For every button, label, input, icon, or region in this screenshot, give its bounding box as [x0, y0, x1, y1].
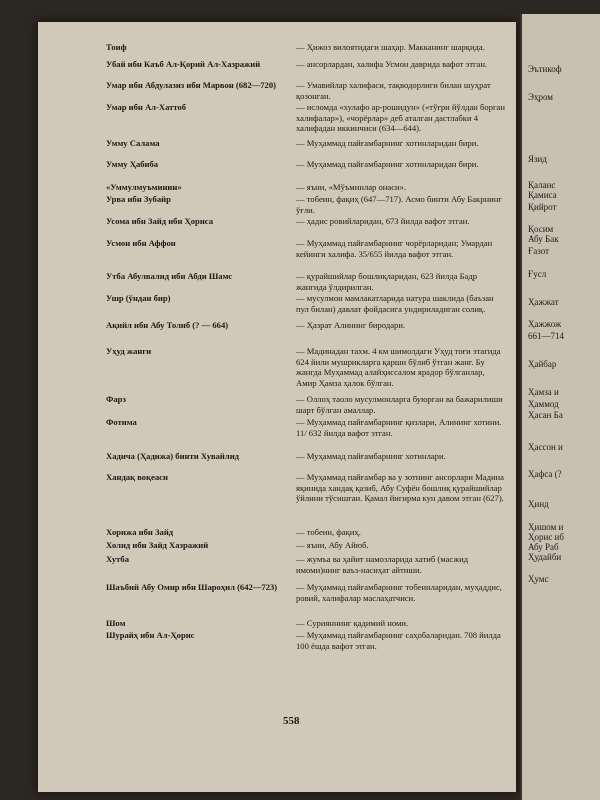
entry-definition: — Муҳаммад пайғамбарнинг қизлари, Алининг хотини. 11/ 632 йилда вафот этган.	[296, 417, 502, 438]
entry-definition: — Муҳаммад пайғамбарнинг хотинлари.	[296, 451, 446, 461]
entry-definition: — Ҳижоз вилоятидаги шаҳар. Макканинг шарқида.	[296, 42, 485, 52]
entry-definition: — мусулмон мамлакатларида натура шаклида (баъзан пул билан) давлат фойдасига ундириладиган солиқ.	[296, 293, 494, 314]
facing-page-term: Ҳорис иб	[528, 532, 564, 542]
facing-page-term: Эътикоф	[528, 64, 562, 74]
facing-page-term: Қамиса	[528, 190, 557, 200]
facing-page-term: Ҳинд	[528, 499, 549, 509]
entry-term: Хорижа ибн Зайд	[106, 527, 174, 537]
entry-term: Умму Ҳабиба	[106, 159, 159, 169]
entry-definition: — Муҳаммад пайғамбарнинг чорёрларидан; Умардан кейинги халифа. 35/655 йилда вафот этган.	[296, 238, 493, 259]
facing-page-term: Қосим	[528, 224, 554, 234]
book-page	[38, 22, 516, 792]
entry-definition: — Муҳаммад пайғамбарнинг тобеинларидан, муҳаддис, ровий, халифалар маслаҳатчиси.	[296, 582, 502, 603]
entry-term: Шаъбий Абу Омир ибн Шароҳил (642—723)	[106, 582, 278, 592]
entry-term: Убай ибн Каъб Ал-Қорий Ал-Хазражий	[106, 59, 261, 69]
entry-definition: — ансорлардан, халифа Усмон даврида вафот этган.	[296, 59, 488, 69]
facing-page-term: Ҳумс	[528, 574, 549, 584]
entry-definition: — Муҳаммад пайғамбарнинг саҳобаларидан. 708 йилда 100 ёшда вафот этган.	[296, 630, 501, 651]
entry-term: Умар ибн Абдулазиз ибн Марвон (682—720)	[106, 80, 276, 90]
entry-definition: — Муҳаммад пайғамбарнинг хотинларидан бири.	[296, 138, 479, 148]
entry-term: Урва ибн Зубайр	[106, 194, 171, 204]
facing-page-term: Эҳром	[528, 92, 553, 102]
facing-page-term: Ғазот	[528, 246, 550, 256]
entry-term: Шурайҳ ибн Ал-Ҳорис	[106, 630, 195, 640]
facing-page-term: Қаланс	[528, 180, 556, 190]
entry-definition: — Сурияннинг қадимий номи.	[296, 618, 409, 628]
facing-page-term: Қийрот	[528, 202, 557, 212]
entry-definition: — тобеин, фақиҳ (647—717). Асмо бинти Абу Бакрнинг ўғли.	[296, 194, 502, 215]
facing-page-term: Ҳажжож	[528, 319, 562, 329]
entry-definition: — Муҳаммад пайғамбар ва у зотнинг ансорлари Мадина яқинида хандақ қазиб, Абу Суфён бошлиқ қурайшийлар ўйлини тўсишган. Қамал йигирма кун давом этган (627).	[296, 472, 504, 503]
entry-definition: — Умавийлар халифаси, тақводорлиги билан шуҳрат қозонган.	[296, 80, 491, 101]
entry-definition: — яъни, «Мўъминлар онаси».	[296, 182, 407, 192]
facing-page-term: Ғусл	[528, 269, 547, 279]
entry-definition: — Ҳазрат Алининг биродари.	[296, 320, 406, 330]
facing-page-term: Ҳафса (?	[528, 469, 562, 479]
entry-term: Фотима	[106, 417, 137, 427]
facing-page-term: Ҳудайби	[528, 552, 562, 562]
facing-page-term: 661—714	[528, 331, 564, 341]
facing-page-term: Язид	[528, 154, 547, 164]
entry-term: «Уммулмуъминин»	[106, 182, 182, 192]
entry-term: Усома ибн Зайд ибн Ҳориса	[106, 216, 213, 226]
entry-term: Хандақ воқеаси	[106, 472, 168, 482]
entry-definition: — жумъа ва ҳайит намозларида хатиб (масжид имоми)нинг ваъз-насиҳат айтиши.	[296, 554, 469, 575]
entry-term: Ақийл ибн Абу Толиб (? — 664)	[106, 320, 229, 330]
entry-definition: — Оллоҳ таоло мусулмонларга буюрган ва бажарилиши шарт бўлган амаллар.	[296, 394, 503, 415]
entry-term: Усмон ибн Аффон	[106, 238, 176, 248]
entry-definition: — Мадинадан тахм. 4 км шимолдаги Уҳуд тоғи этагида 624 йили мушрикларга қарши бўлиб ўтган жанг. Бу жангда Муҳаммад алайҳиссалом ярадор бўлганлар, Амир Ҳамза ҳалок бўлган.	[296, 346, 501, 388]
entry-definition: — Муҳаммад пайғамбарнинг хотинларидан бири.	[296, 159, 479, 169]
entry-definition: — тобеин, фақиҳ.	[296, 527, 361, 537]
entry-definition: — исломда «хулафо ар-рошидун» («тўғри йўлдан борган халифалар»), «чорёрлар» деб аталган дастлабки 4 халифадан иккинчиси (634—644).	[296, 102, 505, 133]
entry-term: Холид ибн Зайд Хазражий	[106, 540, 209, 550]
entry-term: Ушр (ўндан бир)	[106, 293, 171, 303]
facing-page-term: Ҳаммод	[528, 399, 559, 409]
entry-term: Хутба	[106, 554, 129, 564]
page-number: 558	[283, 715, 300, 727]
facing-page	[520, 14, 600, 800]
entry-term: Тоиф	[106, 42, 127, 52]
entry-term: Утба Абулвалид ибн Абди Шамс	[106, 271, 233, 281]
entry-definition: — ҳадис ровийларидан, 673 йилда вафот этган.	[296, 216, 470, 226]
facing-page-term: Абу Раб	[528, 542, 559, 552]
facing-page-term: Ҳассон и	[528, 442, 563, 452]
facing-page-term: Ҳишом и	[528, 522, 564, 532]
entry-definition: — яъни, Абу Айюб.	[296, 540, 369, 550]
facing-page-term: Ҳамза и	[528, 387, 559, 397]
facing-page-term: Ҳасан Ба	[528, 410, 563, 420]
entry-term: Уҳуд жанги	[106, 346, 152, 356]
entry-definition: — қурайшийлар бошлиқларидан, 623 йилда Бадр жангида ўлдирилган.	[296, 271, 477, 292]
entry-term: Умму Салама	[106, 138, 160, 148]
entry-term: Умар ибн Ал-Хаттоб	[106, 102, 187, 112]
facing-page-term: Ҳажжат	[528, 297, 559, 307]
entry-term: Хадича (Ҳадижа) бинти Хувайлид	[106, 451, 240, 461]
entry-term: Фарз	[106, 394, 127, 404]
facing-page-term: Абу Бак	[528, 234, 559, 244]
entry-term: Шом	[106, 618, 126, 628]
facing-page-term: Ҳайбар	[528, 359, 557, 369]
